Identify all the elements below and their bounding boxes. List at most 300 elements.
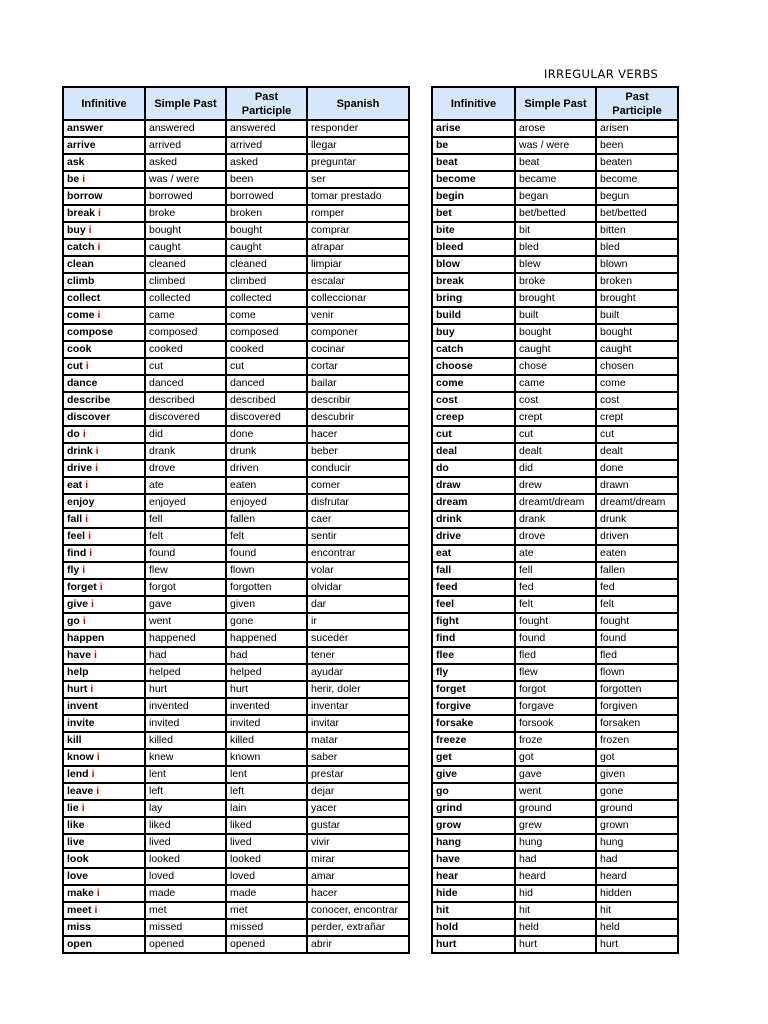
past-participle-cell-text: beaten [600, 156, 633, 168]
spanish-cell [307, 443, 409, 460]
past-participle-cell-text: hit [600, 904, 612, 916]
past-participle-cell-text: made [230, 887, 257, 899]
simple-past-cell-text: brought [519, 292, 555, 304]
simple-past-cell [145, 205, 226, 222]
past-participle-cell [596, 477, 678, 494]
header-simple-past: Simple Past [515, 87, 596, 120]
simple-past-cell-text: hit [519, 904, 531, 916]
past-participle-cell-text: forsaken [600, 717, 641, 729]
simple-past-cell-text: caught [519, 343, 551, 355]
table-row [63, 562, 409, 579]
past-participle-cell [596, 681, 678, 698]
table-row [432, 205, 678, 222]
irregular-marker: i [81, 802, 85, 814]
past-participle-cell [226, 766, 307, 783]
infinitive-cell [63, 205, 145, 222]
infinitive-cell [63, 290, 145, 307]
infinitive-cell [432, 732, 515, 749]
spanish-cell-text: tener [311, 649, 335, 661]
past-participle-cell [596, 834, 678, 851]
spanish-cell [307, 494, 409, 511]
simple-past-cell [145, 936, 226, 953]
infinitive-cell-text: deal [436, 445, 458, 457]
past-participle-cell [596, 307, 678, 324]
infinitive-cell [432, 579, 515, 596]
past-participle-cell [226, 579, 307, 596]
simple-past-cell-text: discovered [149, 411, 200, 423]
infinitive-cell-text: drink [67, 445, 93, 457]
infinitive-cell-text: leave [67, 785, 94, 797]
table-row [63, 698, 409, 715]
simple-past-cell-text: borrowed [149, 190, 193, 202]
past-participle-cell [596, 885, 678, 902]
simple-past-cell-text: described [149, 394, 195, 406]
irregular-marker: i [88, 224, 92, 236]
past-participle-cell-text: been [600, 139, 624, 151]
past-participle-cell [596, 375, 678, 392]
past-participle-cell [596, 562, 678, 579]
simple-past-cell [515, 562, 596, 579]
simple-past-cell [145, 443, 226, 460]
infinitive-cell [63, 256, 145, 273]
infinitive-cell [432, 817, 515, 834]
simple-past-cell-text: grew [519, 819, 542, 831]
spanish-cell-text: amar [311, 870, 335, 882]
past-participle-cell-text: cost [600, 394, 620, 406]
infinitive-cell-text: feed [436, 581, 458, 593]
simple-past-cell [145, 222, 226, 239]
simple-past-cell-text: blew [519, 258, 541, 270]
simple-past-cell-text: broke [519, 275, 546, 287]
infinitive-cell-text: cook [67, 343, 92, 355]
infinitive-cell [63, 375, 145, 392]
infinitive-cell-text: draw [436, 479, 461, 491]
simple-past-cell [515, 919, 596, 936]
simple-past-cell-text: drove [149, 462, 176, 474]
spanish-cell-text: componer [311, 326, 358, 338]
infinitive-cell [63, 783, 145, 800]
past-participle-cell-text: flown [600, 666, 625, 678]
simple-past-cell-text: hid [519, 887, 534, 899]
past-participle-cell-text: found [600, 632, 627, 644]
simple-past-cell-text: loved [149, 870, 175, 882]
table-row [432, 562, 678, 579]
spanish-cell-text: olvidar [311, 581, 342, 593]
simple-past-cell [515, 868, 596, 885]
infinitive-cell [63, 868, 145, 885]
past-participle-cell-text: opened [230, 938, 266, 950]
spanish-cell-text: perder, extrañar [311, 921, 386, 933]
spanish-cell [307, 358, 409, 375]
table-row [432, 256, 678, 273]
simple-past-cell [145, 511, 226, 528]
simple-past-cell-text: did [519, 462, 534, 474]
infinitive-cell [432, 154, 515, 171]
simple-past-cell-text: cost [519, 394, 539, 406]
past-participle-cell-text: bet/betted [600, 207, 647, 219]
irregular-marker: i [94, 904, 98, 916]
simple-past-cell-text: heard [519, 870, 546, 882]
past-participle-cell-text: eaten [600, 547, 627, 559]
table-row [432, 664, 678, 681]
infinitive-cell-text: fly [436, 666, 449, 678]
infinitive-cell-text: fall [67, 513, 83, 525]
past-participle-cell [596, 188, 678, 205]
simple-past-cell [145, 766, 226, 783]
simple-past-cell-text: held [519, 921, 539, 933]
past-participle-cell-text: discovered [230, 411, 281, 423]
infinitive-cell [432, 392, 515, 409]
past-participle-cell [226, 681, 307, 698]
infinitive-cell-text: forget [67, 581, 97, 593]
irregular-marker: i [95, 445, 99, 457]
simple-past-cell [145, 324, 226, 341]
table-row [63, 630, 409, 647]
infinitive-cell [63, 732, 145, 749]
infinitive-cell-text: hurt [67, 683, 88, 695]
infinitive-cell-text: hang [436, 836, 462, 848]
header-row [63, 87, 409, 120]
simple-past-cell-text: dealt [519, 445, 542, 457]
simple-past-cell-text: chose [519, 360, 548, 372]
irregular-marker: i [91, 598, 94, 610]
simple-past-cell-text: felt [519, 598, 534, 610]
spanish-cell [307, 664, 409, 681]
past-participle-cell-text: brought [600, 292, 636, 304]
spanish-cell [307, 749, 409, 766]
infinitive-cell-text: describe [67, 394, 111, 406]
past-participle-cell [226, 137, 307, 154]
simple-past-cell [515, 647, 596, 664]
infinitive-cell-text: eat [436, 547, 452, 559]
simple-past-cell-text: cut [149, 360, 164, 372]
simple-past-cell-text: arose [519, 122, 546, 134]
simple-past-cell [515, 324, 596, 341]
irregular-marker: i [99, 581, 103, 593]
simple-past-cell [515, 443, 596, 460]
infinitive-cell-text: invent [67, 700, 98, 712]
spanish-cell [307, 409, 409, 426]
spanish-cell-text: escalar [311, 275, 345, 287]
simple-past-cell [145, 817, 226, 834]
past-participle-cell-text: done [600, 462, 624, 474]
infinitive-cell [432, 902, 515, 919]
spanish-cell-text: invitar [311, 717, 340, 729]
table-row [432, 749, 678, 766]
simple-past-cell [515, 817, 596, 834]
infinitive-cell [63, 936, 145, 953]
infinitive-cell [63, 222, 145, 239]
past-participle-cell [226, 800, 307, 817]
spanish-cell-text: beber [311, 445, 338, 457]
table-row [63, 851, 409, 868]
past-participle-cell [226, 851, 307, 868]
table-row [432, 341, 678, 358]
spanish-cell [307, 171, 409, 188]
infinitive-cell [432, 409, 515, 426]
simple-past-cell-text: happened [149, 632, 196, 644]
infinitive-cell [432, 630, 515, 647]
spanish-cell [307, 256, 409, 273]
table-row [63, 749, 409, 766]
table-row [432, 409, 678, 426]
simple-past-cell [145, 154, 226, 171]
simple-past-cell [515, 426, 596, 443]
infinitive-cell [63, 630, 145, 647]
infinitive-cell [432, 324, 515, 341]
table-row [432, 443, 678, 460]
infinitive-cell-text: be [436, 139, 449, 151]
past-participle-cell [226, 647, 307, 664]
spanish-cell-text: herir, doler [311, 683, 361, 695]
spanish-cell [307, 698, 409, 715]
simple-past-cell-text: answered [149, 122, 195, 134]
infinitive-cell [63, 477, 145, 494]
simple-past-cell-text: went [149, 615, 172, 627]
simple-past-cell-text: ate [519, 547, 534, 559]
simple-past-cell [145, 715, 226, 732]
infinitive-cell [432, 613, 515, 630]
table-row [432, 426, 678, 443]
past-participle-cell [226, 324, 307, 341]
simple-past-cell-text: lent [149, 768, 166, 780]
infinitive-cell [432, 341, 515, 358]
infinitive-cell [432, 511, 515, 528]
table-row [432, 630, 678, 647]
spanish-cell-text: ir [311, 615, 317, 627]
past-participle-cell-text: driven [230, 462, 259, 474]
infinitive-cell [63, 647, 145, 664]
irregular-marker: i [93, 649, 97, 661]
past-participle-cell-text: gone [230, 615, 254, 627]
simple-past-cell [145, 664, 226, 681]
infinitive-cell [63, 358, 145, 375]
infinitive-cell-text: cost [436, 394, 458, 406]
past-participle-cell-text: liked [230, 819, 252, 831]
simple-past-cell-text: drank [149, 445, 176, 457]
simple-past-cell-text: had [149, 649, 167, 661]
table-row [432, 681, 678, 698]
table-row [432, 120, 678, 137]
past-participle-cell-text: answered [230, 122, 276, 134]
simple-past-cell-text: went [519, 785, 542, 797]
spanish-cell-text: inventar [311, 700, 349, 712]
table-row [432, 545, 678, 562]
infinitive-cell [63, 494, 145, 511]
simple-past-cell [515, 290, 596, 307]
infinitive-cell-text: buy [436, 326, 455, 338]
past-participle-cell [596, 120, 678, 137]
spanish-cell [307, 545, 409, 562]
simple-past-cell-text: bled [519, 241, 539, 253]
infinitive-cell-text: open [67, 938, 93, 950]
past-participle-cell [226, 511, 307, 528]
simple-past-cell [145, 834, 226, 851]
infinitive-cell-text: miss [67, 921, 91, 933]
past-participle-cell [226, 358, 307, 375]
table-row [63, 766, 409, 783]
past-participle-cell [596, 341, 678, 358]
past-participle-cell [226, 817, 307, 834]
spanish-cell [307, 715, 409, 732]
infinitive-cell [432, 171, 515, 188]
past-participle-cell-text: loved [230, 870, 256, 882]
infinitive-cell-text: forget [436, 683, 466, 695]
simple-past-cell-text: flew [149, 564, 168, 576]
infinitive-cell-text: feel [67, 530, 86, 542]
simple-past-cell-text: froze [519, 734, 543, 746]
table-row [432, 392, 678, 409]
past-participle-cell [226, 494, 307, 511]
past-participle-cell [226, 222, 307, 239]
infinitive-cell [63, 392, 145, 409]
simple-past-cell [515, 409, 596, 426]
infinitive-cell-text: cut [67, 360, 83, 372]
past-participle-cell-text: climbed [230, 275, 267, 287]
past-participle-cell-text: drunk [600, 513, 627, 525]
infinitive-cell [432, 647, 515, 664]
table-row [63, 443, 409, 460]
table-row [63, 324, 409, 341]
past-participle-cell [596, 800, 678, 817]
simple-past-cell [515, 205, 596, 222]
infinitive-cell [63, 409, 145, 426]
simple-past-cell [515, 902, 596, 919]
spanish-cell-text: caer [311, 513, 332, 525]
infinitive-cell [63, 698, 145, 715]
past-participle-cell-text: lain [230, 802, 247, 814]
infinitive-cell-text: break [436, 275, 465, 287]
spanish-cell [307, 392, 409, 409]
spanish-cell [307, 817, 409, 834]
table-row [432, 477, 678, 494]
infinitive-cell [432, 800, 515, 817]
simple-past-cell-text: lay [149, 802, 163, 814]
table-row [432, 919, 678, 936]
infinitive-cell-text: fly [67, 564, 80, 576]
infinitive-cell [63, 613, 145, 630]
past-participle-cell [596, 868, 678, 885]
infinitive-cell-text: invite [67, 717, 95, 729]
infinitive-cell-text: go [67, 615, 80, 627]
infinitive-cell [63, 851, 145, 868]
table-row [63, 341, 409, 358]
simple-past-cell [145, 800, 226, 817]
simple-past-cell [145, 256, 226, 273]
past-participle-cell [596, 290, 678, 307]
past-participle-cell [596, 273, 678, 290]
spanish-cell [307, 579, 409, 596]
past-participle-cell [596, 732, 678, 749]
table-row [63, 834, 409, 851]
irregular-marker: i [98, 207, 101, 219]
past-participle-cell [226, 885, 307, 902]
infinitive-cell [63, 800, 145, 817]
table-row [432, 375, 678, 392]
simple-past-cell [515, 715, 596, 732]
infinitive-cell-text: discover [67, 411, 111, 423]
simple-past-cell [145, 392, 226, 409]
infinitive-cell [432, 919, 515, 936]
table-row [63, 392, 409, 409]
simple-past-cell-text: did [149, 428, 164, 440]
past-participle-cell-text: cleaned [230, 258, 267, 270]
infinitive-cell-text: like [67, 819, 85, 831]
simple-past-cell-text: found [149, 547, 176, 559]
simple-past-cell-text: cooked [149, 343, 183, 355]
spanish-cell [307, 511, 409, 528]
infinitive-cell [432, 698, 515, 715]
infinitive-cell-text: ask [67, 156, 85, 168]
past-participle-cell [596, 545, 678, 562]
spanish-cell-text: describir [311, 394, 351, 406]
past-participle-cell-text: broken [600, 275, 633, 287]
infinitive-cell-text: give [436, 768, 458, 780]
spanish-cell-text: tomar prestado [311, 190, 382, 202]
simple-past-cell [515, 664, 596, 681]
table-row [432, 783, 678, 800]
simple-past-cell-text: crept [519, 411, 543, 423]
table-row [432, 290, 678, 307]
table-row [63, 307, 409, 324]
spanish-cell-text: atrapar [311, 241, 345, 253]
past-participle-cell [226, 171, 307, 188]
spanish-cell [307, 834, 409, 851]
infinitive-cell [63, 137, 145, 154]
spanish-cell [307, 222, 409, 239]
header-infinitive: Infinitive [432, 87, 515, 120]
past-participle-cell-text: grown [600, 819, 629, 831]
infinitive-cell [432, 120, 515, 137]
infinitive-cell-text: hold [436, 921, 459, 933]
spanish-cell [307, 324, 409, 341]
simple-past-cell-text: ate [149, 479, 164, 491]
past-participle-cell [226, 341, 307, 358]
past-participle-cell [596, 256, 678, 273]
simple-past-cell [145, 477, 226, 494]
simple-past-cell [515, 171, 596, 188]
infinitive-cell [432, 307, 515, 324]
table-row [432, 851, 678, 868]
table-row [63, 732, 409, 749]
past-participle-cell-text: bitten [600, 224, 626, 236]
infinitive-cell-text: compose [67, 326, 114, 338]
irregular-marker: i [89, 547, 93, 559]
past-participle-cell [226, 596, 307, 613]
spanish-cell [307, 647, 409, 664]
infinitive-cell [63, 171, 145, 188]
past-participle-cell [596, 919, 678, 936]
infinitive-cell-text: forgive [436, 700, 472, 712]
header-past-participle: Past Participle [226, 87, 307, 120]
irregular-marker: i [85, 479, 89, 491]
infinitive-cell-text: climb [67, 275, 95, 287]
infinitive-cell [63, 239, 145, 256]
past-participle-cell [226, 443, 307, 460]
simple-past-cell [145, 851, 226, 868]
past-participle-cell [596, 936, 678, 953]
infinitive-cell-text: catch [67, 241, 95, 253]
infinitive-cell-text: cut [436, 428, 452, 440]
spanish-cell-text: llegar [311, 139, 337, 151]
simple-past-cell [145, 358, 226, 375]
simple-past-cell-text: fed [519, 581, 534, 593]
past-participle-cell-text: composed [230, 326, 279, 338]
simple-past-cell [515, 851, 596, 868]
spanish-cell-text: conocer, encontrar [311, 904, 398, 916]
simple-past-cell [515, 460, 596, 477]
past-participle-cell-text: been [230, 173, 254, 185]
